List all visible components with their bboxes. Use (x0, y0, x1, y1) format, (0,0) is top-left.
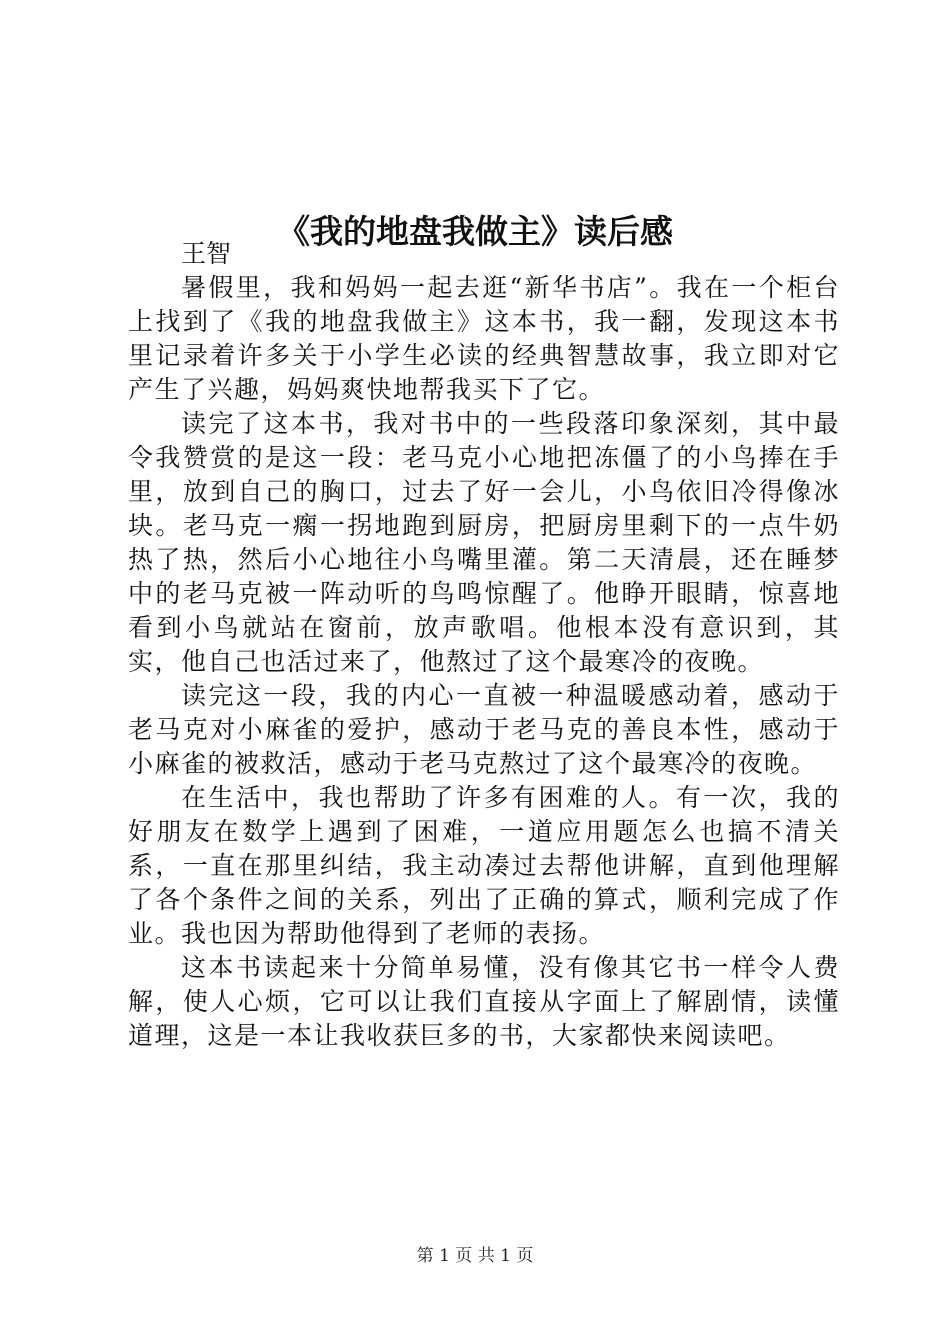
paragraph-3: 读完这一段，我的内心一直被一种温暖感动着，感动于老马克对小麻雀的爱护，感动于老马克的善良本性，感动于小麻雀的被救活，感动于老马克熬过了这个最寒冷的夜晚。 (128, 681, 840, 778)
paragraph-1: 暑假里，我和妈妈一起去逛“新华书店”。我在一个柜台上找到了《我的地盘我做主》这本书，我一翻，发现这本书里记录着许多关于小学生必读的经典智慧故事，我立即对它产生了兴趣，妈妈爽快地帮我买下了它。 (128, 273, 840, 404)
document-title: 《我的地盘我做主》读后感 (277, 212, 673, 252)
paragraph-2: 读完了这本书，我对书中的一些段落印象深刻，其中最令我赞赏的是这一段：老马克小心地把冻僵了的小鸟捧在手里，放到自己的胸口，过去了好一会儿，小鸟依旧冷得像冰块。老马克一瘸一拐地跑到厨房，把厨房里剩下的一点牛奶热了热，然后小心地往小鸟嘴里灌。第二天清晨，还在睡梦中的老马克被一阵动听的鸟鸣惊醒了。他睁开眼睛，惊喜地看到小鸟就站在窗前，放声歌唱。他根本没有意识到，其实，他自己也活过来了，他熬过了这个最寒冷的夜晚。 (128, 409, 840, 676)
document-body (128, 237, 840, 1053)
page-number-footer: 第 1 页 共 1 页 (416, 1246, 534, 1266)
author-name: 王智 (181, 239, 232, 268)
paragraph-5: 这本书读起来十分简单易懂，没有像其它书一样令人费解，使人心烦，它可以让我们直接从字面上了解剧情，读懂道理，这是一本让我收获巨多的书，大家都快来阅读吧。 (128, 953, 840, 1050)
paragraph-4: 在生活中，我也帮助了许多有困难的人。有一次，我的好朋友在数学上遇到了困难，一道应用题怎么也搞不清关系，一直在那里纠结，我主动凑过去帮他讲解，直到他理解了各个条件之间的关系，列出了正确的算式，顺利完成了作业。我也因为帮助他得到了老师的表扬。 (128, 783, 840, 948)
